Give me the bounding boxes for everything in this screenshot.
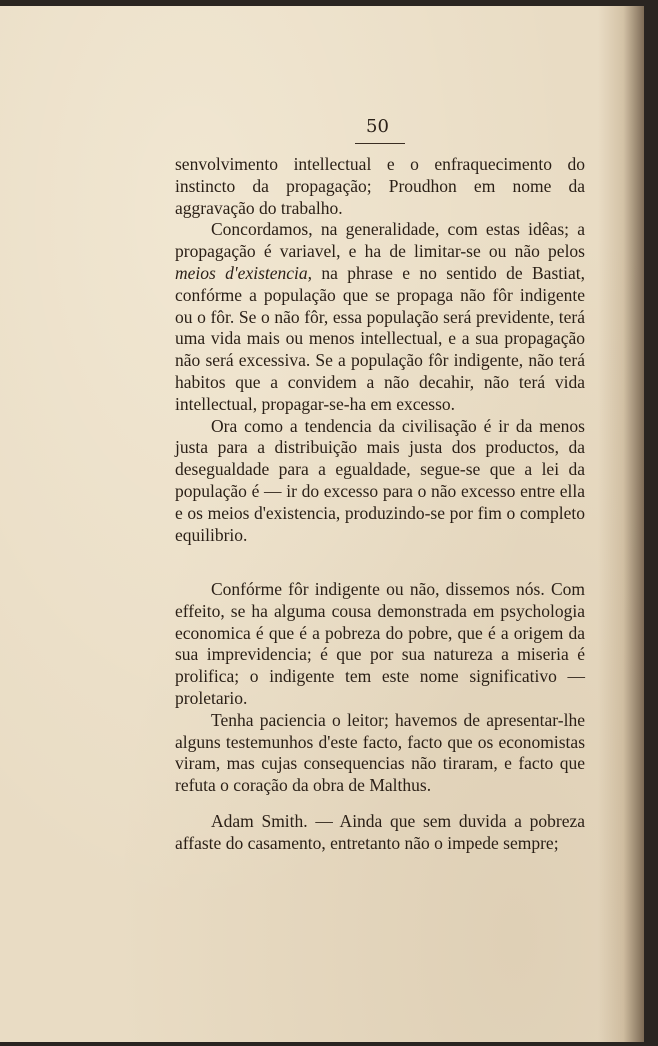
paragraph-2-text-b: na phrase e no sentido de Bastiat, confórme a população que se propaga não fôr indigente ou o fôr. Se o não fôr, essa população será previdente, terá uma vida mais ou menos intellectual, e a sua propagação não será excessiva. Se a população fôr indigente, não terá habitos que a convidem a não decahir, não terá vida intellectual, propagar-se-ha em excesso. (175, 262, 585, 414)
paragraph-3: Ora como a tendencia da civilisação é ir da menos justa para a distribuição mais justa dos productos, da desegualdade para a egualdade, segue-se que a lei da população é — ir do excesso para o não excesso entre ella e os meios d'existencia, produzindo-se por fim o completo equilibrio. (175, 415, 585, 545)
page-number-rule (355, 143, 405, 144)
book-page (0, 6, 644, 1042)
paragraph-5: Tenha paciencia o leitor; havemos de apresentar-lhe alguns testemunhos d'este facto, facto que os economistas viram, mas cujas consequencias não tiraram, e facto que refuta o coração da obra de Malthus. (175, 709, 585, 796)
paragraph-6: Adam Smith. — Ainda que sem duvida a pobreza affaste do casamento, entretanto não o impede sempre; (175, 811, 585, 853)
paragraph-2 (175, 219, 585, 415)
page-gutter-shadow (598, 6, 644, 1042)
text-block-middle (175, 579, 585, 797)
text-block-bottom (175, 811, 585, 855)
paragraph-2-italic: meios d'existencia, (175, 262, 313, 283)
paragraph-1: senvolvimento intellectual e o enfraquecimento do instincto da propagação; Proudhon em nome da aggravação do trabalho. (175, 154, 585, 218)
paragraph-4: Confórme fôr indigente ou não, dissemos nós. Com effeito, se ha alguma cousa demonstrada em psychologia economica é que é a pobreza do pobre, que é a origem da sua imprevidencia; é que por sua natureza a miseria é prolifica; o indigente tem este nome significativo — proletario. (175, 579, 585, 708)
paragraph-2-text-a: Concordamos, na generalidade, com estas idêas; a propagação é variavel, e ha de limitar-se ou não pelos (175, 219, 585, 262)
page-number: 50 (366, 116, 389, 137)
text-block-top (175, 154, 585, 546)
